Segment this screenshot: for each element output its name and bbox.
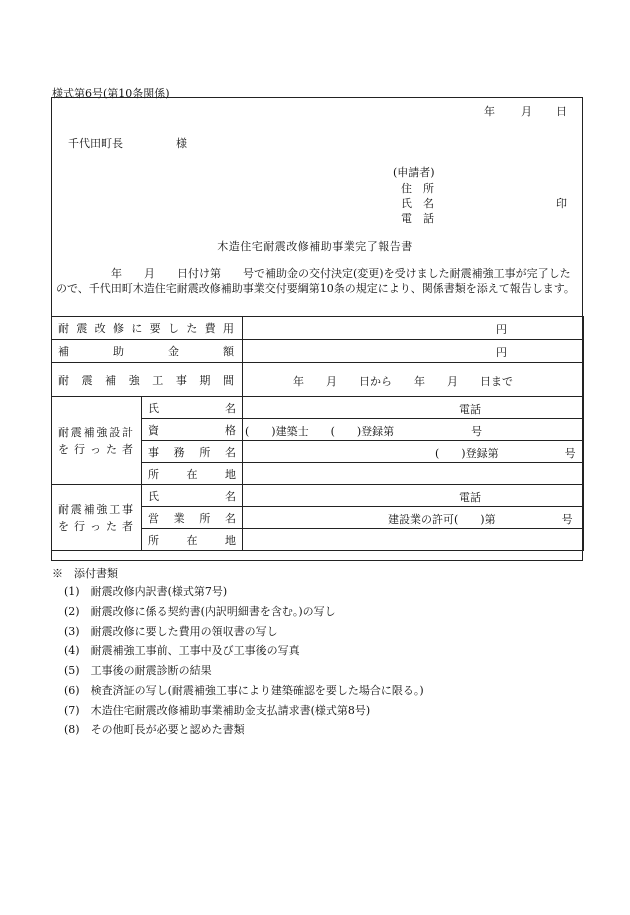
contractor-office-label: 営業所名 — [142, 507, 243, 529]
form-number-label: 様式第6号(第10条関係) — [52, 87, 170, 100]
period-label: 耐震補強工事期間 — [52, 363, 243, 397]
contractor-address-cell — [243, 529, 584, 551]
attachment-item: (5) 工事後の耐震診断の結果 — [64, 664, 212, 677]
designer-name-cell — [243, 397, 584, 419]
designer-office-label: 事務所名 — [142, 441, 243, 463]
designer-qual-value: ( )建築士 ( )登録第 号 — [245, 425, 483, 438]
contractor-phone-label: 電話 — [459, 491, 481, 504]
designer-name-label: 氏名 — [142, 397, 243, 419]
subsidy-unit: 円 — [496, 346, 507, 359]
designer-group-label: 耐震補強設計を行った者 — [52, 397, 142, 485]
contractor-office-value: 建設業の許可( )第 号 — [388, 513, 573, 526]
designer-qual-cell — [243, 419, 584, 441]
date-day-label: 日 — [556, 105, 567, 118]
cost-unit: 円 — [496, 323, 507, 336]
attachment-item: (4) 耐震補強工事前、工事中及び工事後の写真 — [64, 644, 300, 657]
contractor-name-label: 氏名 — [142, 485, 243, 507]
recipient-line — [68, 135, 187, 151]
recipient-name: 千代田町長 — [68, 137, 123, 150]
body-text: 年 月 日付け第 号で補助金の交付決定(変更)を受けました耐震補強工事が完了したので、千代田町木造住宅耐震改修補助事業交付要綱第10条の規定により、関係書類を添えて報告します。 — [56, 267, 575, 295]
designer-office-value: ( )登録第 号 — [435, 447, 576, 460]
applicant-name-label: 氏 名 — [401, 197, 434, 210]
attachments-title: ※ 添付書類 — [52, 567, 118, 580]
report-table — [51, 316, 584, 551]
cost-value-cell — [243, 317, 584, 340]
attachment-item: (8) その他町長が必要と認めた書類 — [64, 723, 245, 736]
applicant-phone-label: 電 話 — [401, 212, 434, 225]
designer-qual-label: 資格 — [142, 419, 243, 441]
attachment-item: (3) 耐震改修に要した費用の領収書の写し — [64, 625, 278, 638]
period-value: 年 月 日から 年 月 日まで — [293, 375, 513, 388]
seal-mark: 印 — [556, 197, 567, 210]
subsidy-label: 補助金額 — [52, 340, 243, 363]
attachment-item: (7) 木造住宅耐震改修補助事業補助金支払請求書(様式第8号) — [64, 704, 371, 717]
attachment-item: (2) 耐震改修に係る契約書(内訳明細書を含む。)の写し — [64, 605, 336, 618]
designer-phone-label: 電話 — [459, 403, 481, 416]
applicant-address-label: 住 所 — [401, 182, 434, 195]
attachment-item: (6) 検査済証の写し(耐震補強工事により建築確認を要した場合に限る。) — [64, 684, 424, 697]
designer-office-cell — [243, 441, 584, 463]
applicant-heading: (申請者) — [393, 166, 435, 179]
designer-address-cell — [243, 463, 584, 485]
date-year-label: 年 — [484, 105, 495, 118]
contractor-name-cell — [243, 485, 584, 507]
report-title: 木造住宅耐震改修補助事業完了報告書 — [217, 240, 413, 253]
date-month-label: 月 — [521, 105, 532, 118]
period-value-cell — [243, 363, 584, 397]
contractor-group-label: 耐震補強工事を行った者 — [52, 485, 142, 551]
recipient-suffix: 様 — [176, 137, 187, 150]
subsidy-value-cell — [243, 340, 584, 363]
contractor-office-cell — [243, 507, 584, 529]
designer-address-label: 所在地 — [142, 463, 243, 485]
contractor-address-label: 所在地 — [142, 529, 243, 551]
cost-label: 耐震改修に要した費用 — [52, 317, 243, 340]
attachment-item: (1) 耐震改修内訳書(様式第7号) — [64, 585, 228, 598]
